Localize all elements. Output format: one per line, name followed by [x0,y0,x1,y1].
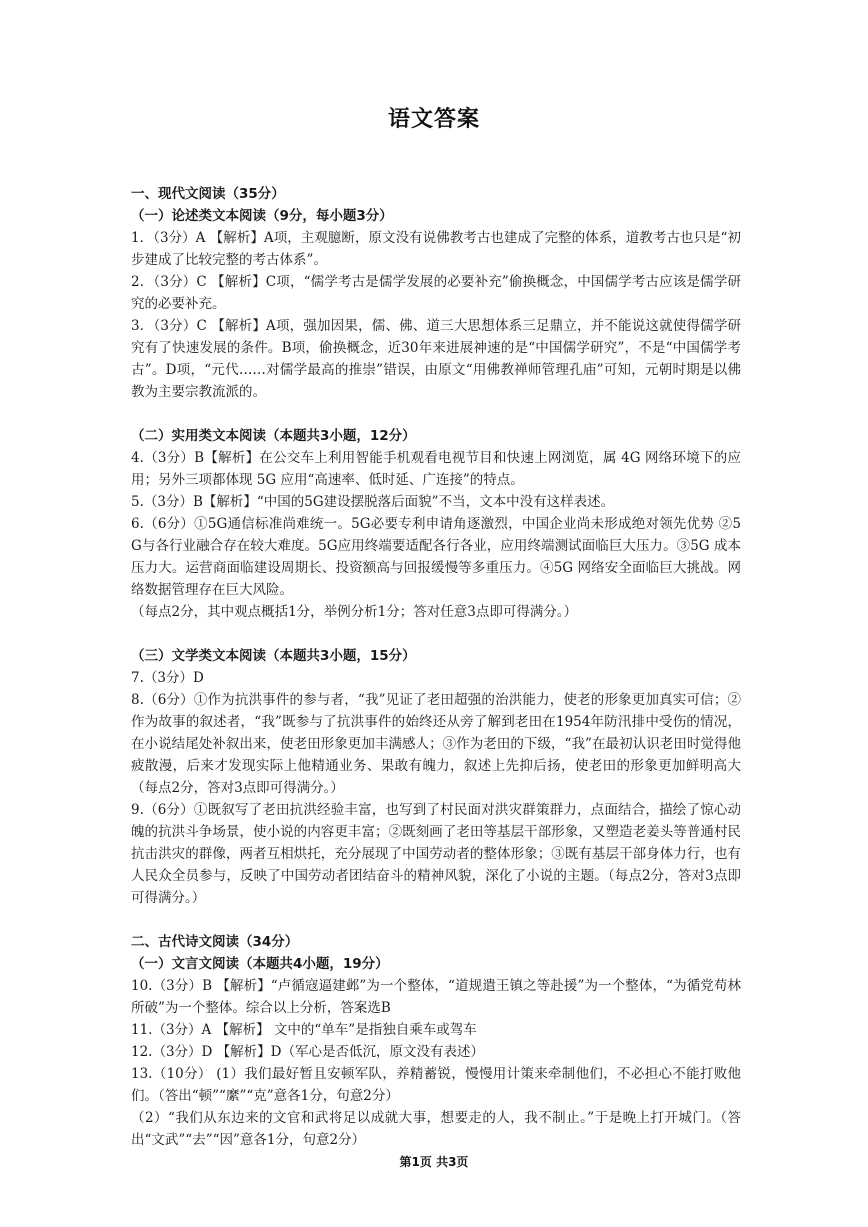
answer-item-9: 9.（6分）①既叙写了老田抗洪经验丰富，也写到了村民面对洪灾群策群力，点面结合，描绘了惊心动魄的抗洪斗争场景，使小说的内容更丰富；②既刻画了老田等基层干部形象，又塑造老姜头等普通村民抗击洪灾的群像，两者互相烘托，充分展现了中国劳动者的整体形象；③既有基层干部身体力行，也有人民众全员参与，反映了中国劳动者团结奋斗的精神风貌，深化了小说的主题。（每点2分，答对3点即可得满分。） [131,802,741,906]
page-title: 语文答案 [387,107,480,132]
subsection-heading-literary: （三）文学类文本阅读（本题共3小题，15分） [131,648,416,664]
answer-item-8: 8.（6分）①作为抗洪事件的参与者，“我”见证了老田超强的治洪能力，使老的形象更加真实可信；②作为故事的叙述者，“我”既参与了抗洪事件的始终还从旁了解到老田在1954年防汛排中受伤的情况，在小说结尾处补叙出来，使老田形象更加丰满感人；③作为老田的下级，“我”在最初认识老田时觉得他疲散漫，后来才发现实际上他精通业务、果敢有魄力，叙述上先抑后扬，使老田的形象更加鲜明高大（每点2分，答对3点即可得满分。） [131,692,741,796]
section-heading-modern-reading: 一、现代文阅读（35分） [131,186,285,202]
answer-item-1: 1．（3分）A 【解析】A项，主观臆断，原文没有说佛教考古也建成了完整的体系，道教考古也只是“初步建成了比较完整的考古体系”。 [131,230,741,268]
answer-item-12: 12.（3分）D 【解析】D（军心是否低沉，原文没有表述） [131,1044,484,1060]
scoring-note-6: （每点2分，其中观点概括1分，举例分析1分；答对任意3点即可得满分。） [131,604,578,620]
subsection-heading-practical: （二）实用类文本阅读（本题共3小题，12分） [131,428,416,444]
subsection-heading-argumentative: （一）论述类文本阅读（9分，每小题3分） [131,208,393,224]
page-footer: 第1页 共3页 [399,1155,469,1169]
answer-item-5: 5.（3分）B【解析】“中国的5G建设摆脱落后面貌”不当，文本中没有这样表述。 [131,494,615,510]
answer-item-4: 4.（3分）B【解析】在公交车上利用智能手机观看电视节目和快速上网浏览，属 4G 网络环境下的应用；另外三项都体现 5G 应用“高速率、低时延、广连接”的特点。 [131,450,741,488]
answer-item-7: 7.（3分）D [131,670,204,686]
answer-item-10: 10.（3分）B 【解析】“卢循寇逼建邺”为一个整体，“道规遣王镇之等赴援”为一个整体，“为循党苟林所破”为一个整体。综合以上分析，答案选B [131,978,741,1016]
section-heading-classical-reading: 二、古代诗文阅读（34分） [131,934,299,950]
answer-item-6: 6.（6分）①5G通信标准尚难统一。5G必要专利申请角逐激烈，中国企业尚未形成绝对领先优势 ②5G与各行业融合存在较大难度。5G应用终端要适配各行各业，应用终端测试面临巨大压力。③5G 成本压力大。运营商面临建设周期长、投资额高与回报缓慢等多重压力。④5G 网络安全面临巨大挑战。网络数据管理存在巨大风险。 [131,516,741,598]
answer-item-13-2: （2）“我们从东边来的文官和武将足以成就大事，想要走的人，我不制止。”于是晚上打开城门。（答出“文武”“去”“因”意各1分，句意2分） [131,1110,741,1148]
answer-item-3: 3．（3分）C 【解析】A项，强加因果，儒、佛、道三大思想体系三足鼎立，并不能说这就使得儒学研究有了快速发展的条件。B项，偷换概念，近30年来进展神速的是“中国儒学研究”，不是“中国儒学考古”。D项，“元代……对儒学最高的推崇”错误，由原文“用佛教禅师管理孔庙”可知，元朝时期是以佛教为主要宗教流派的。 [131,318,741,400]
answer-item-13-1: 13.（10分） (1）我们最好暂且安顿军队，养精蓄锐，慢慢用计策来牵制他们，不必担心不能打败他们。（答出“顿”“縻”“克”意各1分，句意2分） [131,1066,741,1104]
answer-item-2: 2．（3分）C 【解析】C项，“儒学考古是儒学发展的必要补充”偷换概念，中国儒学考古应该是儒学研究的必要补充。 [131,274,741,312]
subsection-heading-classical-prose: （一）文言文阅读（本题共4小题，19分） [131,956,389,972]
answer-body [131,183,741,1151]
answer-item-11: 11.（3分）A 【解析】 文中的“单车”是指独自乘车或驾车 [131,1022,477,1038]
